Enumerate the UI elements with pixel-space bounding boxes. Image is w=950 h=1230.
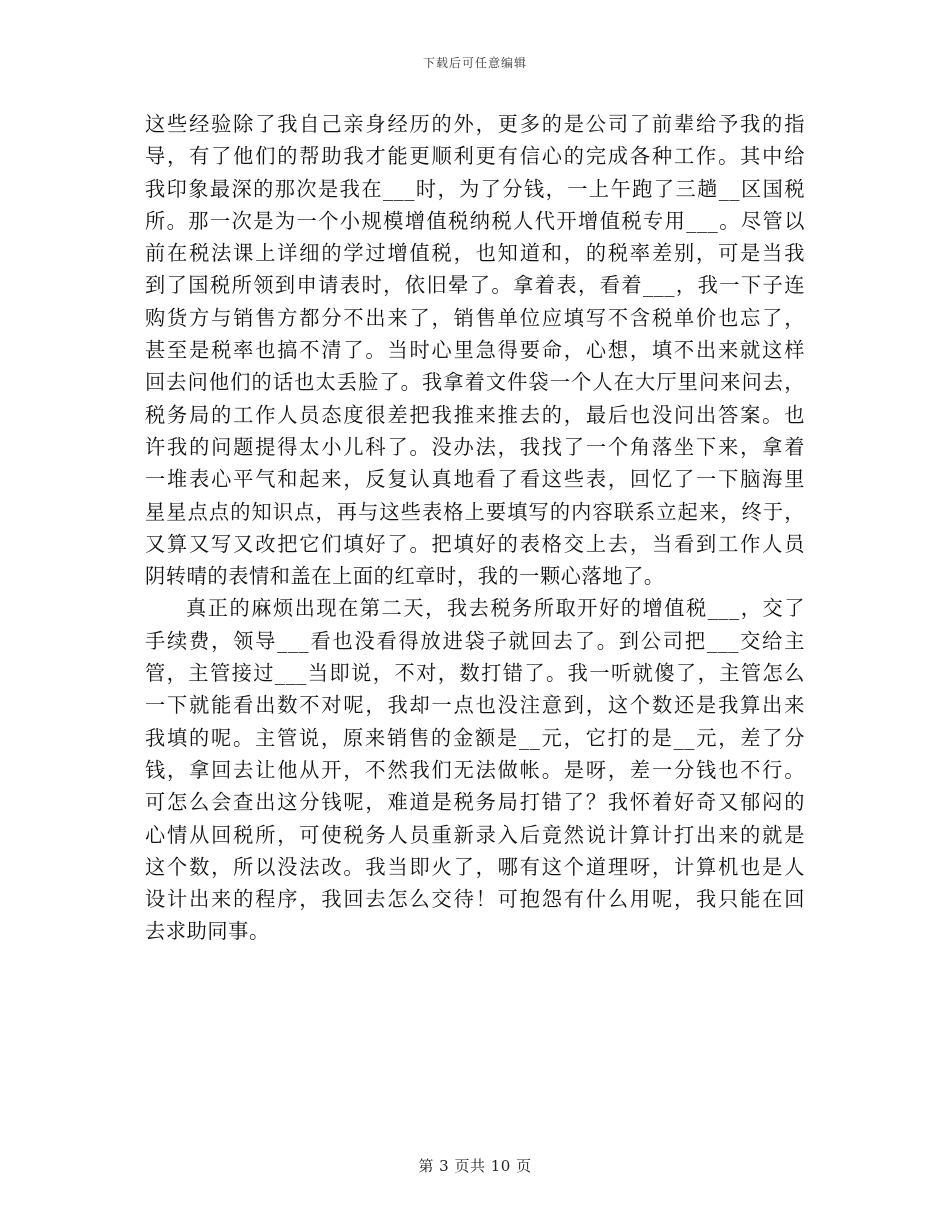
paragraph-2 <box>145 592 805 947</box>
text-line: 设计出来的程序，我回去怎么交待！可抱怨有什么用呢，我只能在回 <box>145 887 805 912</box>
text-line: 到了国税所领到申请表时，依旧晕了。拿着表，看着___，我一下子连 <box>145 273 805 298</box>
text-line: 阴转晴的表情和盖在上面的红章时，我的一颗心落地了。 <box>145 564 665 589</box>
text-line: 前在税法课上详细的学过增值税，也知道和，的税率差别，可是当我 <box>145 241 805 266</box>
text-line: 税务局的工作人员态度很差把我推来推去的，最后也没问出答案。也 <box>145 402 805 427</box>
text-line: 真正的麻烦出现在第二天，我去税务所取开好的增值税___，交了 <box>186 596 805 621</box>
text-line: 一堆表心平气和起来，反复认真地看了看这些表，回忆了一下脑海里 <box>145 467 805 492</box>
text-line: 心情从回税所，可使税务人员重新录入后竟然说计算计打出来的就是 <box>145 822 805 847</box>
text-line: 我印象最深的那次是我在___时，为了分钱，一上午跑了三趟__区国税 <box>145 176 805 201</box>
page-footer: 第 3 页共 10 页 <box>418 1157 532 1175</box>
text-line: 可怎么会查出这分钱呢，难道是税务局打错了？我怀着好奇又郁闷的 <box>145 790 805 815</box>
text-line: 购货方与销售方都分不出来了，销售单位应填写不含税单价也忘了， <box>145 305 805 330</box>
text-line: 星星点点的知识点，再与这些表格上要填写的内容联系立起来，终于， <box>145 499 805 524</box>
text-line: 又算又写又改把它们填好了。把填好的表格交上去，当看到工作人员 <box>145 531 805 556</box>
text-line: 我填的呢。主管说，原来销售的金额是__元，它打的是__元，差了分 <box>145 725 805 750</box>
text-line: 这些经验除了我自己亲身经历的外，更多的是公司了前辈给予我的指 <box>145 112 805 136</box>
document-body <box>145 108 805 948</box>
text-line: 所。那一次是为一个小规模增值税纳税人代开增值税专用___。尽管以 <box>145 208 805 233</box>
paragraph-1 <box>145 108 805 592</box>
page-header: 下载后可任意编辑 <box>422 56 527 70</box>
text-line: 一下就能看出数不对呢，我却一点也没注意到，这个数还是我算出来 <box>145 693 805 718</box>
text-line: 管，主管接过___当即说，不对，数打错了。我一听就傻了，主管怎么 <box>145 661 805 686</box>
text-line: 许我的问题提得太小儿科了。没办法，我找了一个角落坐下来，拿着 <box>145 434 805 459</box>
text-line: 导，有了他们的帮助我才能更顺利更有信心的完成各种工作。其中给 <box>145 144 805 169</box>
text-line: 钱，拿回去让他从开，不然我们无法做帐。是呀，差一分钱也不行。 <box>145 757 805 782</box>
text-line: 手续费，领导___看也没看得放进袋子就回去了。到公司把___交给主 <box>145 628 805 653</box>
text-line: 这个数，所以没法改。我当即火了，哪有这个道理呀，计算机也是人 <box>145 854 805 879</box>
text-line: 去求助同事。 <box>145 919 270 944</box>
text-line: 甚至是税率也搞不清了。当时心里急得要命，心想，填不出来就这样 <box>145 338 805 363</box>
text-line: 回去问他们的话也太丢脸了。我拿着文件袋一个人在大厅里问来问去， <box>145 370 805 395</box>
